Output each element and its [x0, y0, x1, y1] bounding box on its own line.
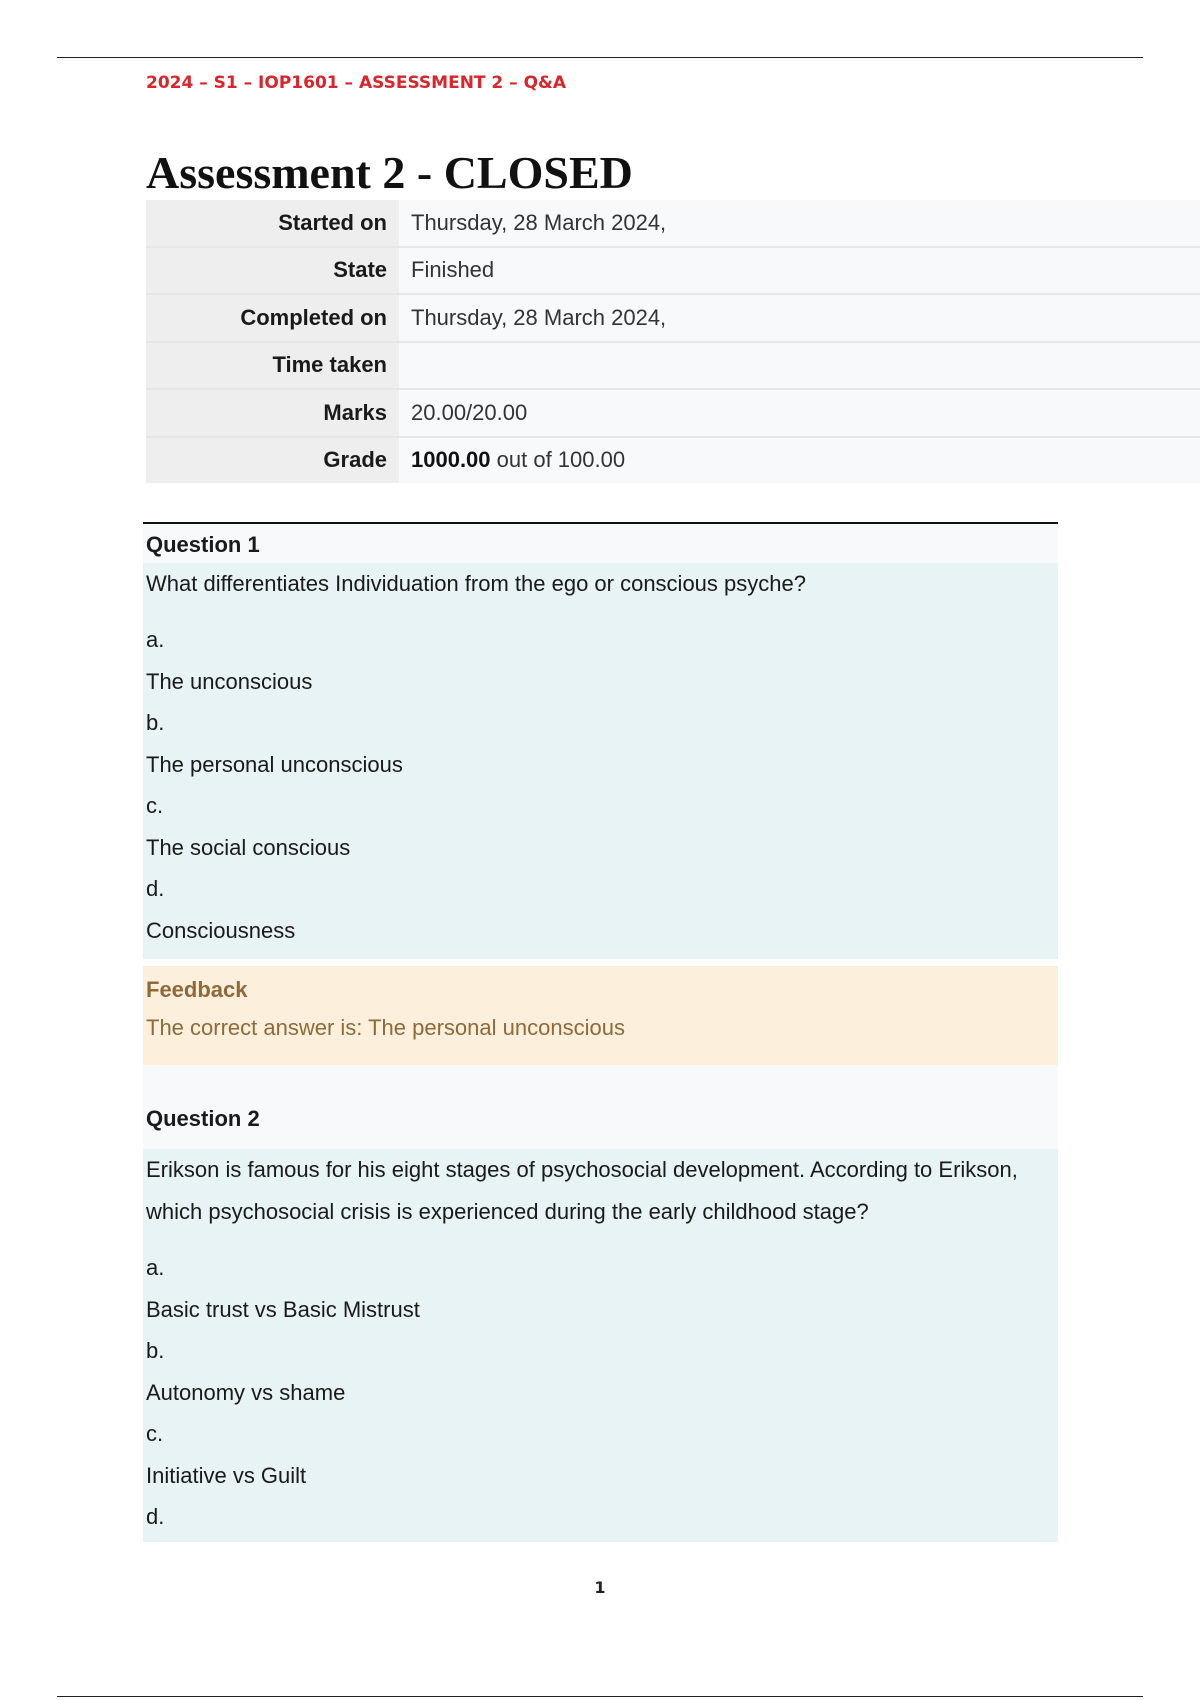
option-text: The unconscious — [146, 668, 313, 694]
option-text: The personal unconscious — [146, 751, 403, 777]
summary-row-completed — [146, 294, 1200, 342]
summary-row-marks — [146, 389, 1200, 437]
summary-value: Thursday, 28 March 2024, — [399, 200, 1200, 247]
option-text: Autonomy vs shame — [146, 1379, 346, 1405]
option-text: Basic trust vs Basic Mistrust — [146, 1296, 420, 1322]
document-header: 2024 – S1 – IOP1601 – ASSESSMENT 2 – Q&A — [146, 73, 567, 93]
bottom-rule — [57, 1696, 1143, 1697]
summary-row-state — [146, 247, 1200, 295]
option-letter: d. — [146, 876, 165, 901]
summary-value — [399, 437, 1200, 484]
question-text: What differentiates Individuation from the ego or conscious psyche? — [146, 571, 806, 596]
summary-value: Thursday, 28 March 2024, — [399, 294, 1200, 342]
question-text: Erikson is famous for his eight stages of psychosocial development. According to Erikson, which psychosocial crisis is experienced during the early childhood stage? — [146, 1157, 1018, 1224]
summary-row-grade — [146, 437, 1200, 484]
summary-label: Grade — [146, 437, 399, 484]
page-number: 1 — [594, 1578, 606, 1597]
summary-label: Time taken — [146, 342, 399, 390]
answer-options — [146, 619, 1055, 951]
option-letter: a. — [146, 627, 165, 652]
question-2 — [143, 1065, 1058, 1542]
option-text: The social conscious — [146, 834, 351, 860]
option-letter: c. — [146, 793, 164, 818]
feedback-heading: Feedback — [146, 977, 248, 1002]
summary-value — [399, 342, 1200, 390]
question-1 — [143, 522, 1058, 959]
summary-label: Completed on — [146, 294, 399, 342]
summary-row-time-taken — [146, 342, 1200, 390]
grade-out-of: out of 100.00 — [490, 447, 626, 473]
summary-label: State — [146, 247, 399, 295]
option-letter: c. — [146, 1421, 164, 1446]
option-letter: a. — [146, 1255, 165, 1280]
question-body — [143, 563, 1058, 959]
feedback-text: The correct answer is: The personal unconscious — [146, 1015, 625, 1040]
summary-label: Started on — [146, 200, 399, 247]
option-text: Consciousness — [146, 917, 296, 943]
question-heading: Question 1 — [143, 522, 1058, 563]
attempt-summary-table — [146, 200, 1200, 483]
page-title: Assessment 2 - CLOSED — [146, 147, 633, 198]
option-letter: d. — [146, 1504, 165, 1529]
option-letter: b. — [146, 1338, 165, 1363]
summary-value: Finished — [399, 247, 1200, 295]
question-body — [143, 1149, 1058, 1542]
option-letter: b. — [146, 710, 165, 735]
option-text: Initiative vs Guilt — [146, 1462, 307, 1488]
question-heading: Question 2 — [143, 1065, 1058, 1149]
feedback-box — [143, 966, 1058, 1065]
answer-options — [146, 1247, 1055, 1538]
top-rule — [57, 57, 1143, 58]
summary-label: Marks — [146, 389, 399, 437]
grade-score: 1000.00 — [411, 447, 491, 473]
summary-row-started — [146, 200, 1200, 247]
summary-value: 20.00/20.00 — [399, 389, 1200, 437]
